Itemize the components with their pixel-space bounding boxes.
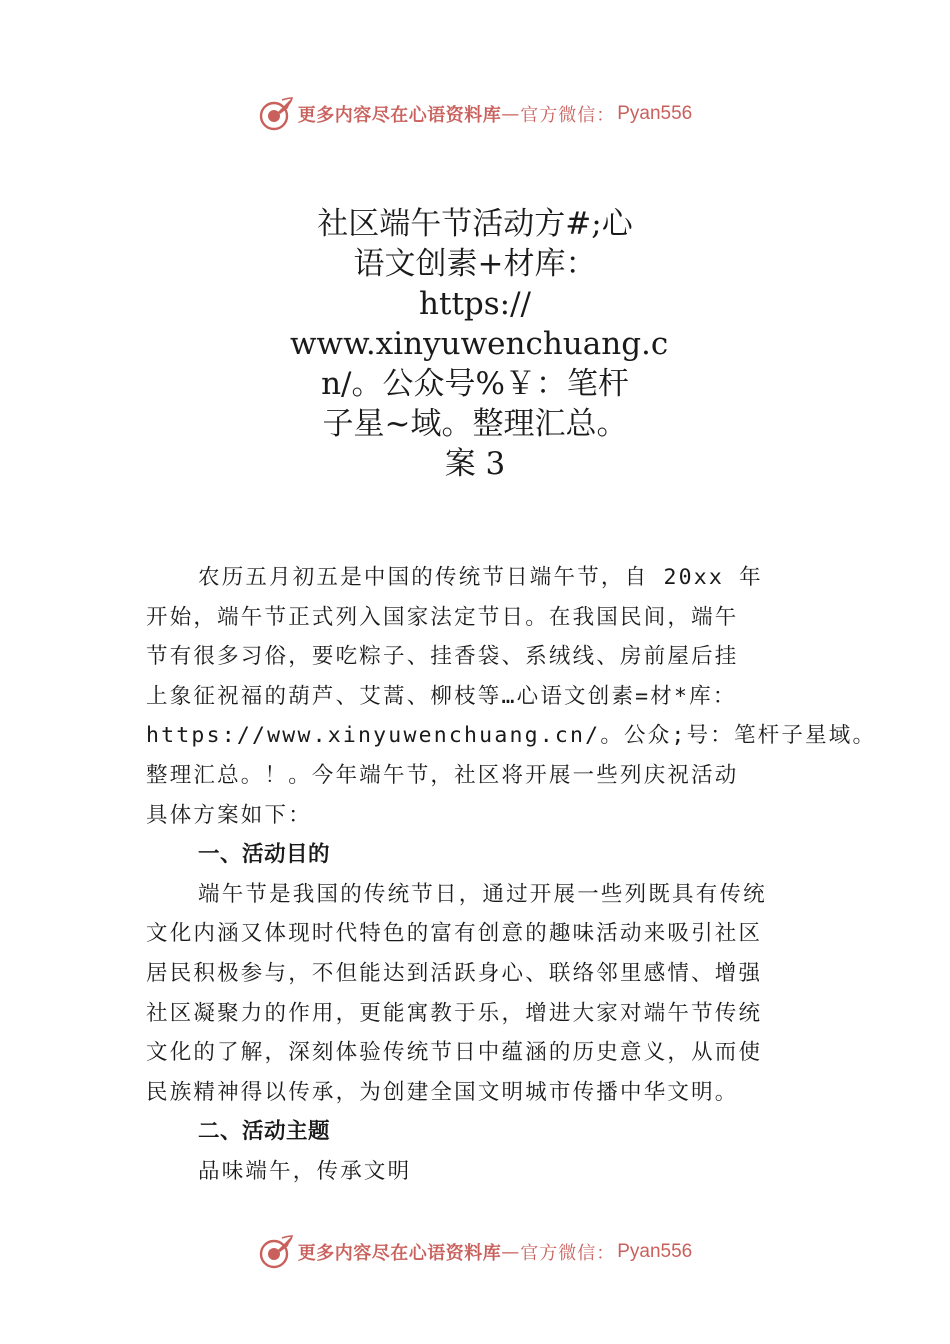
purpose-line: 民族精神得以传承，为创建全国文明城市传播中华文明。 [146, 1079, 739, 1105]
header-wechat-id: Pyan556 [617, 103, 693, 124]
header-separator: — [501, 103, 521, 125]
footer-separator: — [501, 1241, 521, 1263]
header-wechat-label: 官方微信： [520, 105, 616, 126]
intro-line: 开始，端午节正式列入国家法定节日。在我国民间，端午 [146, 604, 739, 630]
section-heading-purpose: 一、活动目的 [198, 842, 331, 868]
title-line: 社区端午节活动方#;心 [317, 206, 633, 242]
header-library-text: 更多内容尽在心语资料库 [297, 105, 502, 126]
intro-line: 农历五月初五是中国的传统节日端午节，自 20xx 年 [198, 565, 763, 590]
purpose-line: 居民积极参与，不但能达到活跃身心、联络邻里感情、增强 [146, 960, 763, 986]
document-body [146, 558, 877, 1192]
intro-line: https://www.xinyuwenchuang.cn/。公众;号：笔杆子星域。 [146, 723, 877, 749]
document-title [290, 204, 669, 484]
title-line: n/。公众号%￥：笔杆 [321, 366, 629, 402]
footer-banner [0, 1232, 950, 1272]
intro-line: 节有很多习俗，要吃粽子、挂香袋、系绒线、房前屋后挂 [146, 644, 739, 670]
footer-wechat-label: 官方微信： [520, 1243, 616, 1264]
purpose-line: 端午节是我国的传统节日，通过开展一些列既具有传统 [198, 881, 767, 907]
purpose-line: 文化内涵又体现时代特色的富有创意的趣味活动来吸引社区 [146, 921, 763, 947]
quill-logo-icon [258, 96, 294, 132]
footer-library-text: 更多内容尽在心语资料库 [297, 1243, 502, 1264]
title-line: 子星~域。整理汇总。 [322, 406, 628, 442]
header-banner [0, 94, 950, 134]
purpose-line: 社区凝聚力的作用，更能寓教于乐，增进大家对端午节传统 [146, 1000, 763, 1026]
title-line: https:// [419, 286, 531, 322]
purpose-line: 文化的了解，深刻体验传统节日中蕴涵的历史意义，从而使 [146, 1040, 763, 1066]
section-heading-theme: 二、活动主题 [198, 1119, 331, 1145]
footer-wechat-id: Pyan556 [617, 1241, 693, 1262]
theme-text: 品味端午，传承文明 [198, 1158, 412, 1184]
intro-line: 上象征祝福的葫芦、艾蒿、柳枝等…心语文创素=材*库： [146, 683, 737, 709]
intro-line: 具体方案如下： [146, 802, 312, 828]
intro-line: 整理汇总。！。今年端午节，社区将开展一些列庆祝活动 [146, 762, 739, 788]
quill-logo-icon [258, 1234, 294, 1270]
title-line: 语文创素+材库： [353, 246, 597, 282]
title-line: www.xinyuwenchuang.c [290, 326, 669, 362]
title-line: 案 3 [444, 446, 506, 482]
